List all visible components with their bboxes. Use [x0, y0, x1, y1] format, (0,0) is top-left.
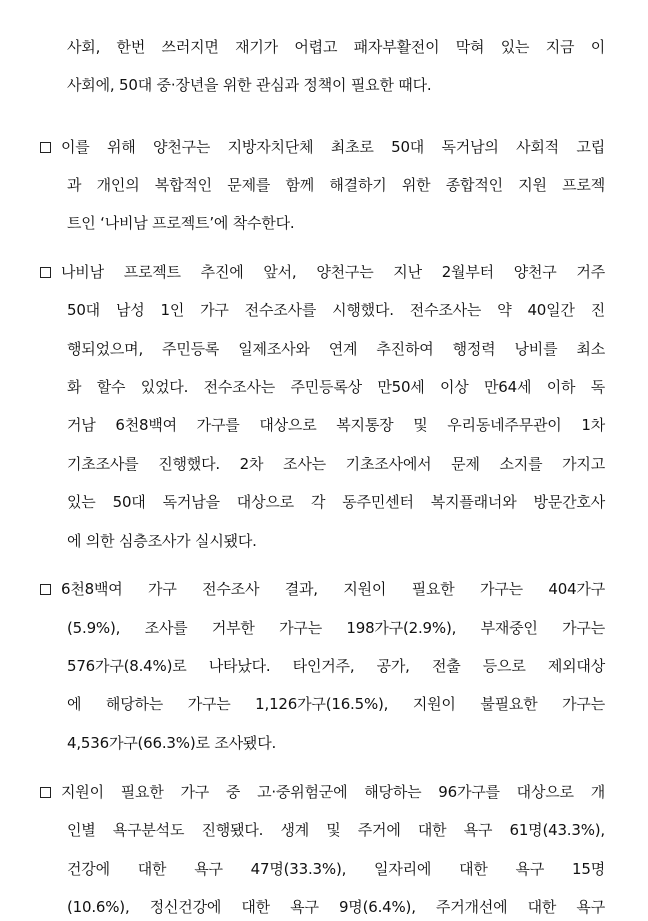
- paragraph-2-line-3: 화 할수 있었다. 전수조사는 주민등록상 만50세 이상 만64세 이하 독: [67, 378, 605, 396]
- paragraph-0-line-1: 사회에, 50대 중·장년을 위한 관심과 정책이 필요한 때다.: [67, 76, 432, 94]
- paragraph-2-line-7: 에 의한 심층조사가 실시됐다.: [67, 532, 257, 550]
- paragraph-2-line-0-text: 나비남 프로젝트 추진에 앞서, 양천구는 지난 2월부터 양천구 거주: [61, 263, 605, 281]
- paragraph-4-line-3: (10.6%), 정신건강에 대한 욕구 9명(6.4%), 주거개선에 대한 욕구: [67, 898, 605, 916]
- paragraph-4-line-0-text: 지원이 필요한 가구 중 고·중위험군에 해당하는 96가구를 대상으로 개: [61, 783, 605, 801]
- paragraph-3-line-3: 에 해당하는 가구는 1,126가구(16.5%), 지원이 불필요한 가구는: [67, 695, 605, 713]
- paragraph-3-line-1: (5.9%), 조사를 거부한 가구는 198가구(2.9%), 부재중인 가구는: [67, 619, 605, 637]
- paragraph-2-line-2: 행되었으며, 주민등록 일제조사와 연계 추진하여 행정력 낭비를 최소: [67, 340, 605, 358]
- paragraph-1-line-2: 트인 ‘나비남 프로젝트’에 착수한다.: [67, 214, 295, 232]
- paragraph-3-line-0-text: 6천8백여 가구 전수조사 결과, 지원이 필요한 가구는 404가구: [61, 580, 605, 598]
- checkbox-bullet-icon: [40, 584, 51, 595]
- paragraph-3-line-2: 576가구(8.4%)로 나타났다. 타인거주, 공가, 전출 등으로 제외대상: [67, 657, 605, 675]
- paragraph-1-line-1: 과 개인의 복합적인 문제를 함께 해결하기 위한 종합적인 지원 프로젝: [67, 176, 605, 194]
- paragraph-2-line-0: [40, 258, 605, 286]
- paragraph-1-line-0: [40, 133, 605, 161]
- paragraph-4-line-2: 건강에 대한 욕구 47명(33.3%), 일자리에 대한 욕구 15명: [67, 860, 605, 878]
- paragraph-2-line-1: 50대 남성 1인 가구 전수조사를 시행했다. 전수조사는 약 40일간 진: [67, 301, 605, 319]
- checkbox-bullet-icon: [40, 787, 51, 798]
- paragraph-4-line-1: 인별 욕구분석도 진행됐다. 생계 및 주거에 대한 욕구 61명(43.3%),: [67, 821, 605, 839]
- checkbox-bullet-icon: [40, 142, 51, 153]
- checkbox-bullet-icon: [40, 267, 51, 278]
- paragraph-3-line-4: 4,536가구(66.3%)로 조사됐다.: [67, 734, 277, 752]
- paragraph-2-line-4: 거남 6천8백여 가구를 대상으로 복지통장 및 우리동네주무관이 1차: [67, 416, 605, 434]
- paragraph-1-line-0-text: 이를 위해 양천구는 지방자치단체 최초로 50대 독거남의 사회적 고립: [61, 138, 605, 156]
- paragraph-0-line-0: 사회, 한번 쓰러지면 재기가 어렵고 패자부활전이 막혀 있는 지금 이: [67, 38, 605, 56]
- paragraph-2-line-5: 기초조사를 진행했다. 2차 조사는 기초조사에서 문제 소지를 가지고: [67, 455, 605, 473]
- paragraph-2-line-6: 있는 50대 독거남을 대상으로 각 동주민센터 복지플래너와 방문간호사: [67, 493, 605, 511]
- paragraph-3-line-0: [40, 575, 605, 603]
- paragraph-4-line-0: [40, 778, 605, 806]
